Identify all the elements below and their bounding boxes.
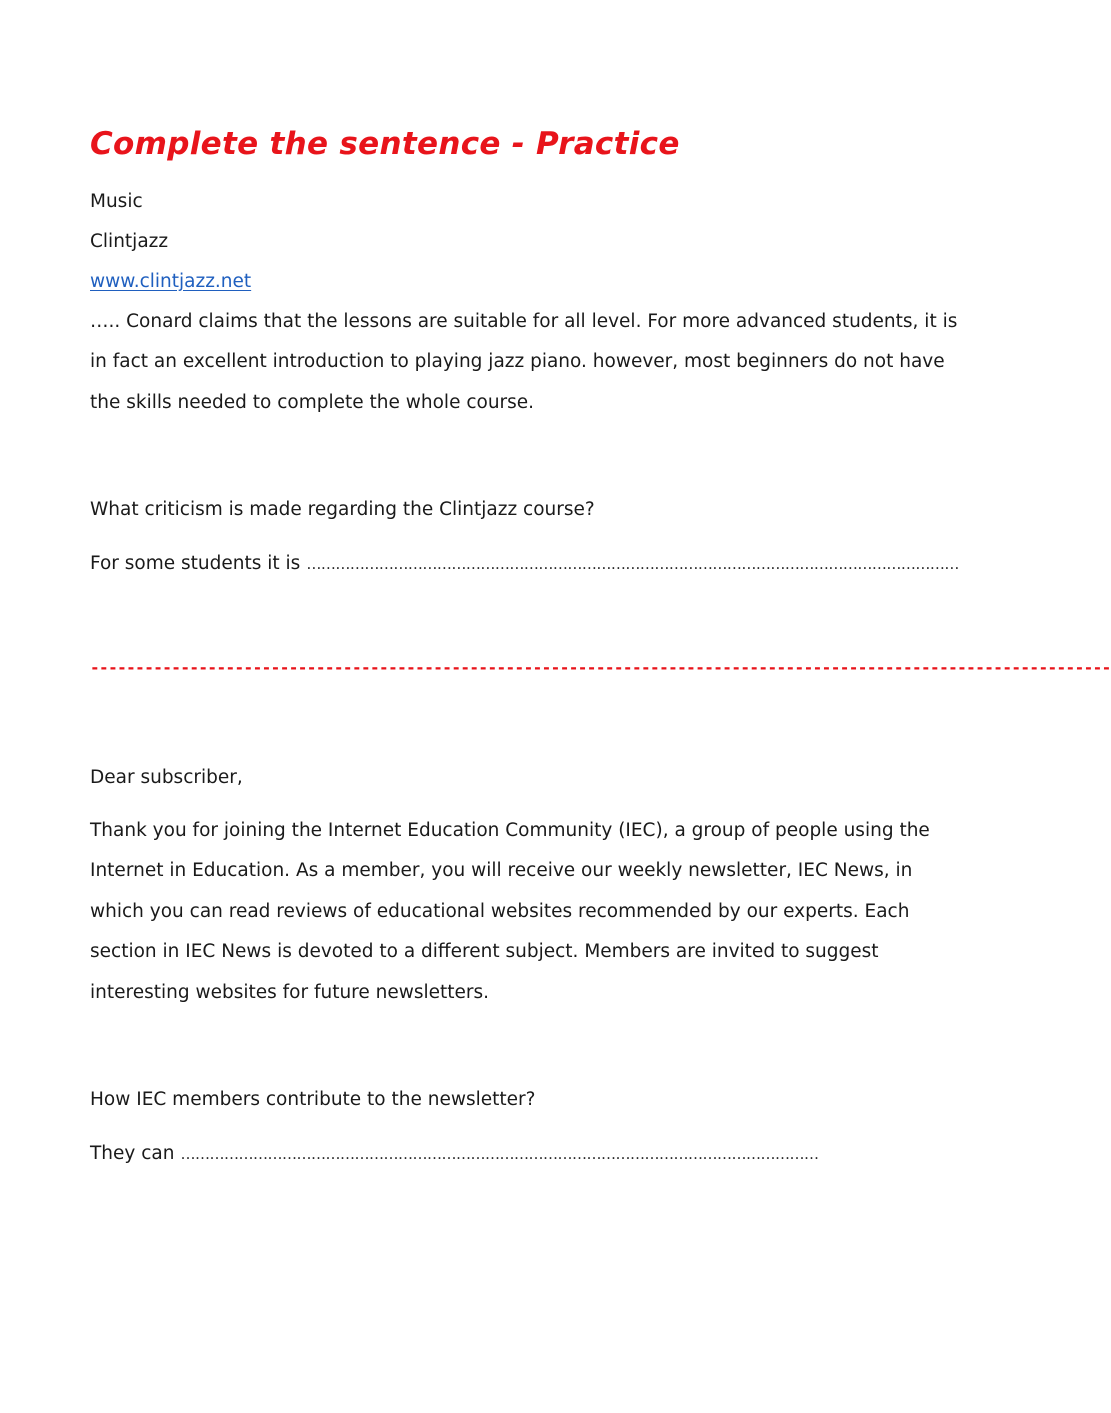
section1-answer-prompt: For some students it is <box>90 553 301 574</box>
section1-site-name: Clintjazz <box>90 231 169 252</box>
passage-line: in fact an excellent introduction to playing jazz piano. however, most beginners do not have <box>90 351 945 373</box>
clintjazz-link[interactable]: www.clintjazz.net <box>90 271 252 292</box>
passage-line: which you can read reviews of educational websites recommended by our experts. Each <box>90 900 910 922</box>
section2-answer-blank[interactable]: …………………………………………………………………………………………………………………… <box>180 1145 819 1163</box>
passage-line: Internet in Education. As a member, you will receive our weekly newsletter, IEC News, in <box>90 860 913 882</box>
section-divider: ----------------------------------------------------------------------------------------------------------------- <box>90 658 1111 677</box>
section1-answer-row <box>90 551 959 577</box>
section2-answer-prompt: They can <box>90 1143 175 1164</box>
section1-question: What criticism is made regarding the Clintjazz course? <box>90 499 595 520</box>
passage-line: interesting websites for future newsletters. <box>90 981 490 1003</box>
section2-passage <box>90 811 930 1013</box>
passage-line: the skills needed to complete the whole course. <box>90 391 535 413</box>
section2-greeting: Dear subscriber, <box>90 767 243 788</box>
section2-question: How IEC members contribute to the newsletter? <box>90 1089 536 1110</box>
section2-answer-row <box>90 1141 856 1167</box>
section1-category: Music <box>90 191 143 212</box>
section1-answer-blank[interactable]: ……………………………………………………………………………………………………………………… <box>306 555 959 573</box>
passage-line: section in IEC News is devoted to a different subject. Members are invited to suggest <box>90 941 879 963</box>
passage-line: ….. Conard claims that the lessons are suitable for all level. For more advanced students, it is <box>90 311 958 332</box>
section1-passage <box>90 302 958 423</box>
passage-line: Thank you for joining the Internet Education Community (IEC), a group of people using the <box>90 820 930 841</box>
page-title: Complete the sentence - Practice <box>90 126 680 162</box>
